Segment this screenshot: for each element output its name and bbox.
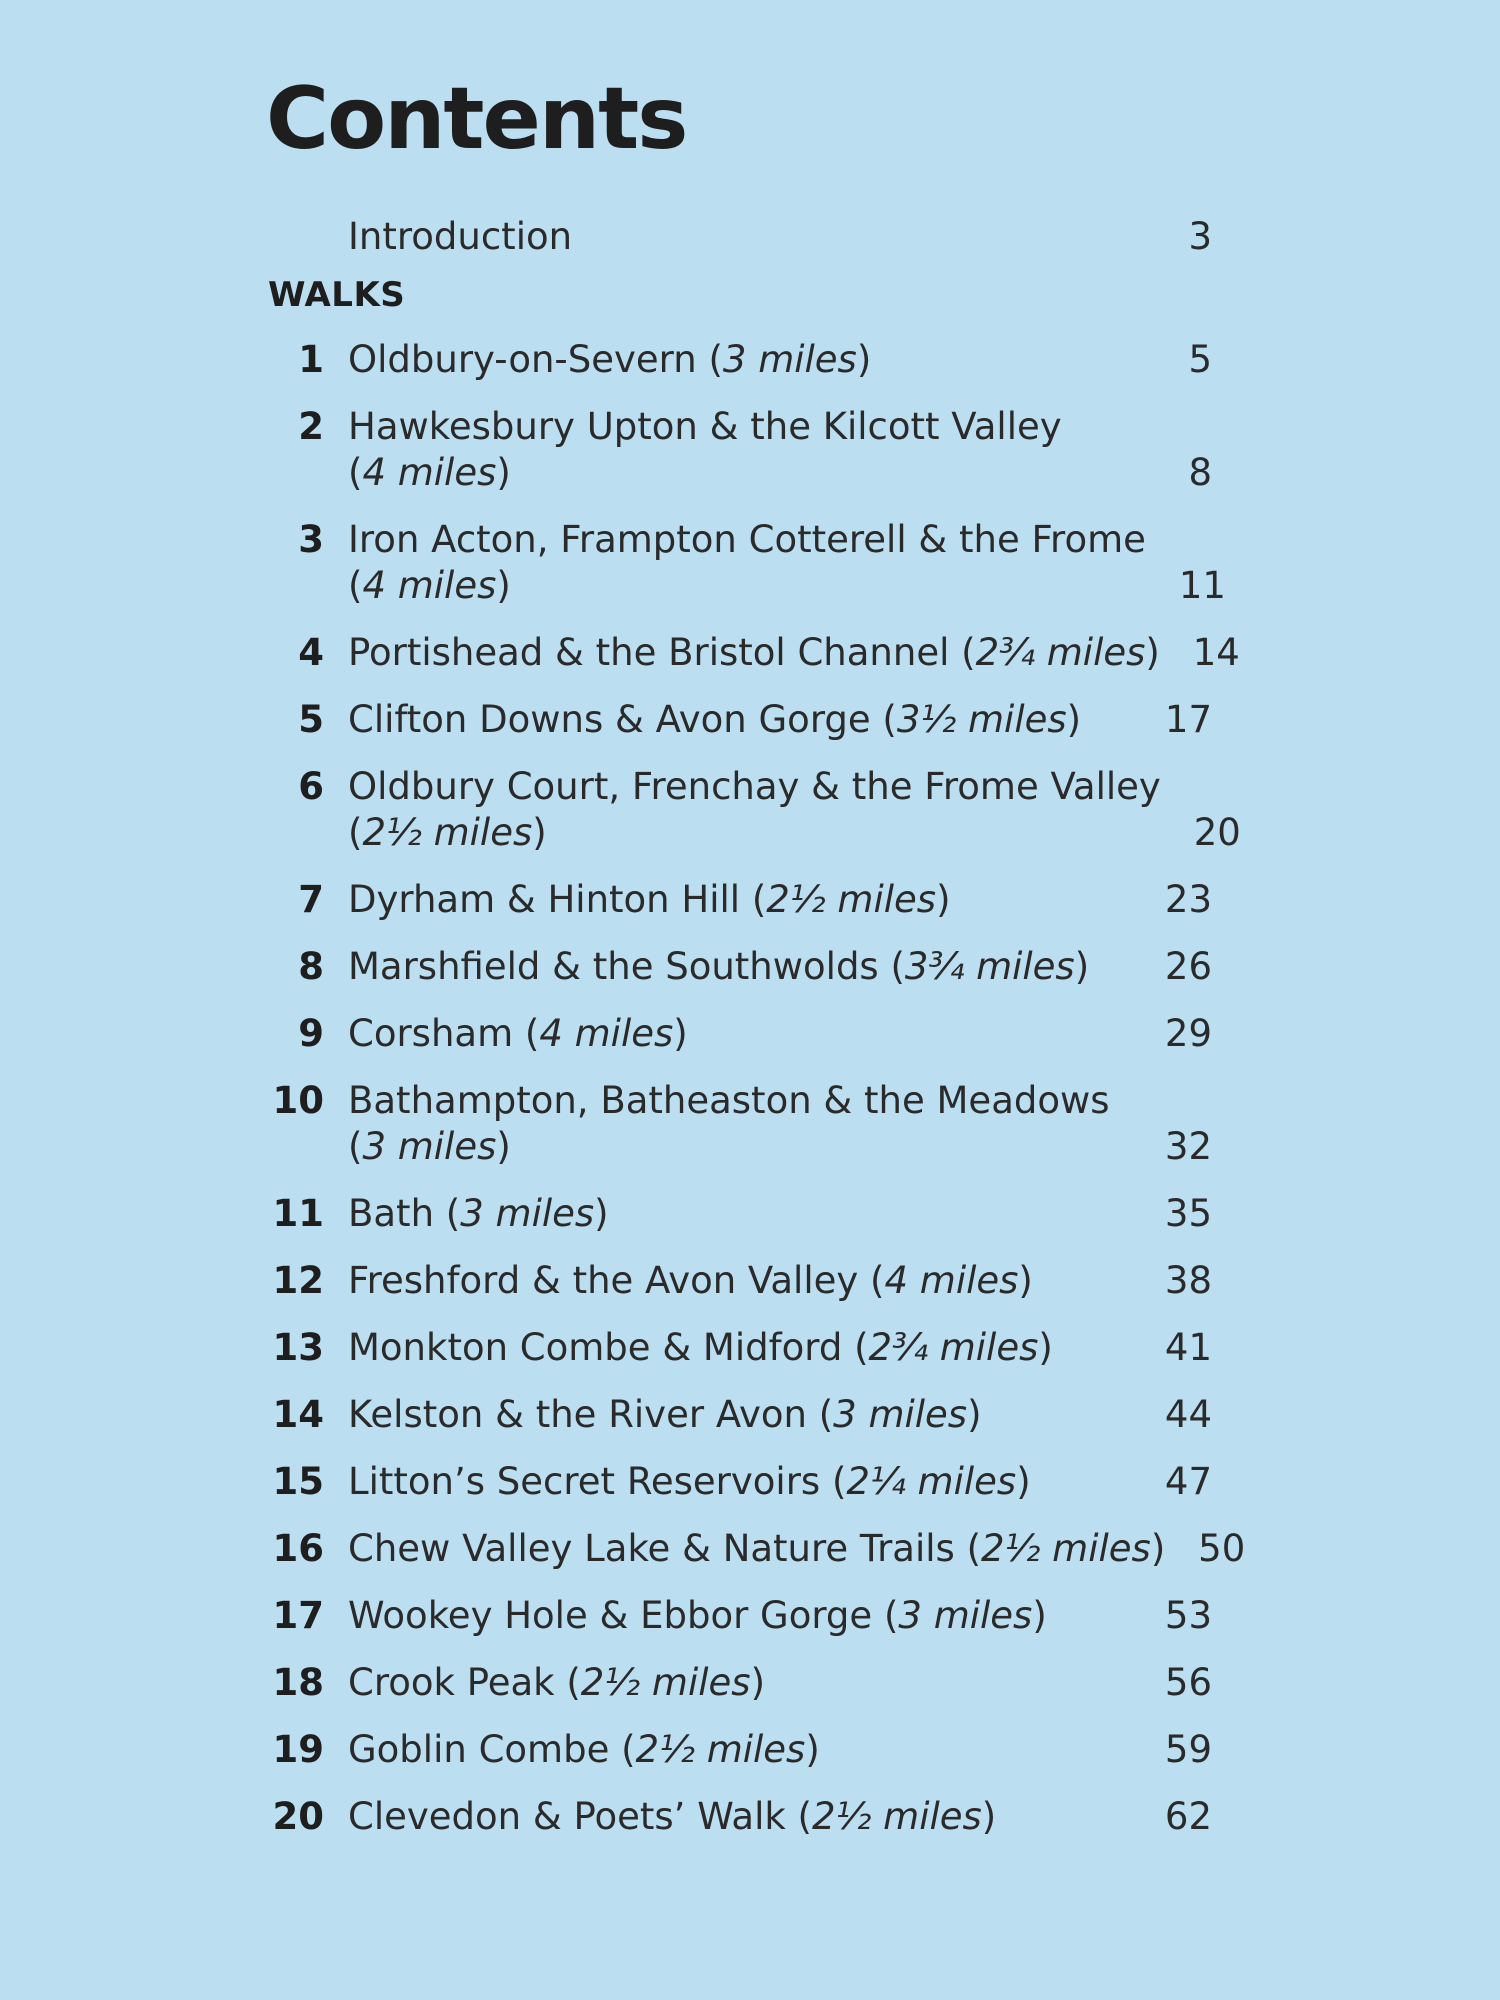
entry-number: 20: [272, 1795, 324, 1838]
page-title: Contents: [266, 69, 687, 169]
toc-entry-walk-19[interactable]: [266, 1727, 1212, 1773]
entry-title: [348, 1727, 1132, 1773]
walk-name: Iron Acton, Frampton Cotterell & the Frome: [348, 518, 1146, 561]
walk-name: Marshfield & the Southwolds: [348, 945, 891, 988]
walk-distance: (2½ miles): [966, 1527, 1166, 1570]
toc-entry-walk-1[interactable]: [266, 337, 1212, 383]
walk-distance: (3 miles): [708, 338, 872, 381]
entry-number: 7: [298, 878, 324, 921]
walk-distance: (3 miles): [883, 1594, 1047, 1637]
walk-name: Monkton Combe & Midford: [348, 1326, 855, 1369]
walk-distance: (4 miles): [524, 1012, 688, 1055]
walk-name: Dyrham & Hinton Hill: [348, 878, 752, 921]
entry-number: 16: [272, 1527, 324, 1570]
walk-distance: (3¾ miles): [890, 945, 1090, 988]
entry-page-number: 32: [1164, 1125, 1212, 1168]
entry-number: 11: [272, 1192, 324, 1235]
toc-entry-walk-12[interactable]: [266, 1258, 1212, 1304]
entry-number: 5: [298, 698, 324, 741]
entry-page-number: 5: [1188, 338, 1212, 381]
entry-title: [348, 337, 1132, 383]
toc-entry-walk-14[interactable]: [266, 1392, 1212, 1438]
walk-distance: (3½ miles): [882, 698, 1082, 741]
entry-number: 8: [298, 945, 324, 988]
walk-distance: (2½ miles): [566, 1661, 766, 1704]
entry-title: [348, 517, 1146, 609]
entry-title: [348, 1392, 1132, 1438]
walk-name: Freshford & the Avon Valley: [348, 1259, 871, 1302]
entry-number: 3: [298, 518, 324, 561]
entry-title: [348, 1011, 1132, 1057]
entry-number: 2: [298, 405, 324, 448]
entry-number: 6: [298, 765, 324, 808]
entry-number: 18: [272, 1661, 324, 1704]
walk-distance: (4 miles): [348, 451, 511, 494]
toc-entry-walk-18[interactable]: [266, 1660, 1212, 1706]
entry-title: [348, 697, 1132, 743]
toc-entry-walk-7[interactable]: [266, 877, 1212, 923]
entry-page-number: 14: [1192, 631, 1240, 674]
entry-page-number: 3: [1188, 215, 1212, 258]
entry-number: 10: [272, 1079, 324, 1122]
entry-page-number: 35: [1164, 1192, 1212, 1235]
walk-distance: (2¾ miles): [961, 631, 1160, 674]
entry-title: [348, 630, 1160, 676]
entry-number: 4: [298, 631, 324, 674]
entry-title: [348, 877, 1132, 923]
walk-distance: (3 miles): [818, 1393, 982, 1436]
walk-name: Oldbury Court, Frenchay & the Frome Valley: [348, 765, 1161, 808]
toc-entry-walk-10[interactable]: [266, 1078, 1212, 1170]
walk-name: Litton’s Secret Reservoirs: [348, 1460, 832, 1503]
entry-title: [348, 1191, 1132, 1237]
toc-entry-introduction[interactable]: [266, 214, 1212, 260]
walk-distance: (3 miles): [348, 1125, 511, 1168]
entry-title: [348, 1459, 1132, 1505]
entry-title: [348, 1593, 1132, 1639]
toc-entry-walk-16[interactable]: [266, 1526, 1246, 1572]
toc-entry-walk-6[interactable]: [266, 764, 1241, 856]
entry-title: [348, 1325, 1132, 1371]
entry-page-number: 62: [1164, 1795, 1212, 1838]
entry-number: 17: [272, 1594, 324, 1637]
walk-name: Clevedon & Poets’ Walk: [348, 1795, 798, 1838]
entry-page-number: 38: [1164, 1259, 1212, 1302]
walk-distance: (2½ miles): [348, 811, 547, 854]
entry-title: Introduction: [348, 215, 573, 258]
walk-name: Bath: [348, 1192, 446, 1235]
entry-title: [348, 1526, 1165, 1572]
entry-title: [348, 1258, 1132, 1304]
entry-page-number: 41: [1164, 1326, 1212, 1369]
walk-name: Oldbury-on-Severn: [348, 338, 709, 381]
entry-page-number: 11: [1178, 564, 1226, 607]
entry-number: 12: [272, 1259, 324, 1302]
entry-page-number: 47: [1164, 1460, 1212, 1503]
entry-title: [348, 764, 1161, 856]
section-heading-walks: WALKS: [268, 275, 406, 315]
table-of-contents: [266, 214, 1246, 1861]
walk-distance: (2½ miles): [797, 1795, 997, 1838]
entry-page-number: 53: [1164, 1594, 1212, 1637]
entry-page-number: 17: [1164, 698, 1212, 741]
walk-name: Bathampton, Batheaston & the Meadows: [348, 1079, 1110, 1122]
toc-entry-walk-9[interactable]: [266, 1011, 1212, 1057]
toc-entry-walk-5[interactable]: [266, 697, 1212, 743]
entry-page-number: 44: [1164, 1393, 1212, 1436]
entry-number: 1: [298, 338, 324, 381]
walk-name: Hawkesbury Upton & the Kilcott Valley: [348, 405, 1062, 448]
entry-page-number: 56: [1164, 1661, 1212, 1704]
entry-number: 14: [272, 1393, 324, 1436]
walk-distance: (2½ miles): [751, 878, 951, 921]
entry-title: [348, 404, 1132, 496]
walk-name: Goblin Combe: [348, 1728, 622, 1771]
entry-number: 9: [298, 1012, 324, 1055]
entry-page-number: 23: [1164, 878, 1212, 921]
walk-distance: (2½ miles): [621, 1728, 820, 1771]
walk-name: Chew Valley Lake & Nature Trails: [348, 1527, 967, 1570]
toc-entry-walk-11[interactable]: [266, 1191, 1212, 1237]
entry-page-number: 29: [1164, 1012, 1212, 1055]
walk-distance: (2¼ miles): [831, 1460, 1031, 1503]
walk-name: Kelston & the River Avon: [348, 1393, 819, 1436]
toc-entry-walk-15[interactable]: [266, 1459, 1212, 1505]
toc-entry-walk-2[interactable]: [266, 404, 1212, 496]
toc-entry-walk-13[interactable]: [266, 1325, 1212, 1371]
entry-page-number: 20: [1193, 811, 1241, 854]
walk-name: Corsham: [348, 1012, 525, 1055]
walk-name: Clifton Downs & Avon Gorge: [348, 698, 883, 741]
walk-name: Crook Peak: [348, 1661, 567, 1704]
toc-entry-walk-20[interactable]: [266, 1794, 1212, 1840]
toc-entry-walk-4[interactable]: [266, 630, 1240, 676]
entry-title: [348, 944, 1132, 990]
entry-title: [348, 1794, 1132, 1840]
entry-page-number: 8: [1188, 451, 1212, 494]
entry-page-number: 50: [1198, 1527, 1246, 1570]
entry-title: [348, 1078, 1132, 1170]
walk-distance: (4 miles): [348, 564, 511, 607]
entry-number: 19: [272, 1728, 324, 1771]
toc-entry-walk-3[interactable]: [266, 517, 1226, 609]
entry-title: [348, 1660, 1132, 1706]
entry-page-number: 26: [1164, 945, 1212, 988]
walk-list: [266, 337, 1246, 1840]
walk-distance: (2¾ miles): [854, 1326, 1053, 1369]
toc-entry-walk-8[interactable]: [266, 944, 1212, 990]
walk-name: Portishead & the Bristol Channel: [348, 631, 962, 674]
entry-number: 15: [272, 1460, 324, 1503]
toc-entry-walk-17[interactable]: [266, 1593, 1212, 1639]
walk-distance: (4 miles): [870, 1259, 1033, 1302]
walk-name: Wookey Hole & Ebbor Gorge: [348, 1594, 884, 1637]
entry-page-number: 59: [1164, 1728, 1212, 1771]
entry-number: 13: [272, 1326, 324, 1369]
walk-distance: (3 miles): [445, 1192, 609, 1235]
